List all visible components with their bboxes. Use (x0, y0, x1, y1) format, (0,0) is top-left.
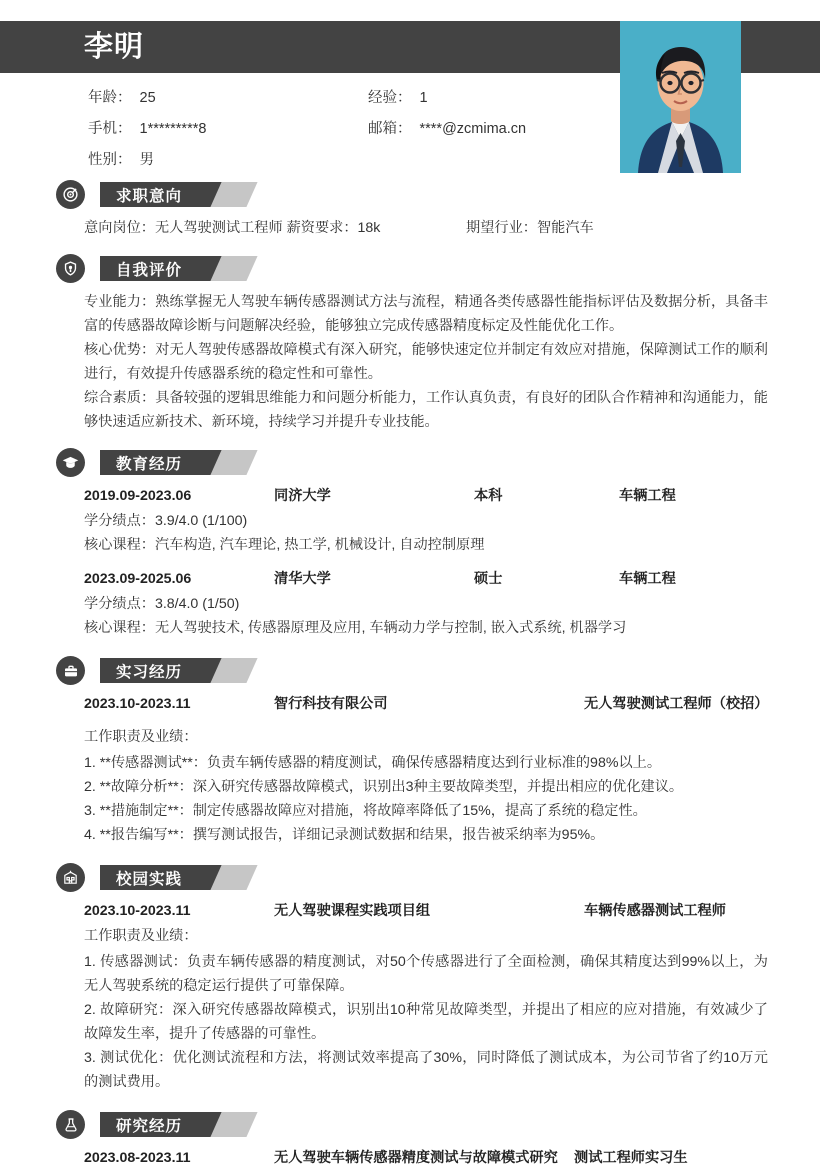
internship-date: 2023.10-2023.11 (84, 696, 191, 712)
practice-org: 无人驾驶课程实践项目组 (274, 903, 431, 919)
internship-company: 智行科技有限公司 (274, 696, 388, 712)
education-entry (84, 567, 768, 640)
practice-entry-header (84, 899, 768, 923)
internship-duties-heading: 工作职责及业绩： (84, 729, 198, 745)
education-school: 同济大学 (274, 488, 331, 504)
section-job-intent (0, 180, 820, 240)
research-entry (84, 1146, 768, 1170)
section-title: 求职意向 (116, 187, 183, 205)
contact-phone (88, 119, 368, 139)
portrait-photo-icon (620, 21, 741, 173)
contact-phone-value: 1*********8 (139, 121, 207, 137)
section-research (0, 1110, 820, 1170)
flask-icon (56, 1110, 85, 1139)
briefcase-icon (56, 656, 85, 685)
education-entry-header (84, 484, 768, 508)
section-internship (0, 656, 820, 847)
research-entry-header (84, 1146, 768, 1170)
section-body (84, 290, 768, 434)
education-degree: 本科 (474, 488, 503, 504)
self-eval-paragraph: 核心优势：对无人驾驶传感器故障模式有深入研究，能够快速定位并制定有效应对措施，保障测试工作的顺利进行，有效提升传感器系统的稳定性和可靠性。 (84, 342, 768, 382)
practice-duties-heading: 工作职责及业绩： (84, 928, 198, 944)
section-header (56, 180, 820, 210)
practice-role: 车辆传感器测试工程师 (584, 903, 726, 919)
internship-bullets (84, 751, 768, 847)
self-eval-paragraph: 综合素质：具备较强的逻辑思维能力和问题分析能力，工作认真负责，有良好的团队合作精神和沟通能力，能够快速适应新技术、新环境，持续学习并提升专业技能。 (84, 390, 768, 430)
section-header (56, 1110, 820, 1140)
internship-entry-header (84, 692, 768, 716)
research-topic: 无人驾驶车辆传感器精度测试与故障模式研究 (274, 1150, 558, 1166)
education-courses: 核心课程：汽车构造, 汽车理论, 热工学, 机械设计, 自动控制原理 (84, 537, 485, 553)
section-title: 研究经历 (116, 1117, 183, 1135)
practice-bullet: 3. 测试优化：优化测试流程和方法，将测试效率提高了30%，同时降低了测试成本，为公司节省了约10万元的测试费用。 (84, 1050, 768, 1090)
contact-experience (368, 88, 598, 108)
school-building-icon (56, 863, 85, 892)
education-courses: 核心课程：无人驾驶技术, 传感器原理及应用, 车辆动力学与控制, 嵌入式系统, 机器学习 (84, 620, 627, 636)
avatar (620, 21, 741, 173)
contact-gender-label: 性别： (88, 152, 132, 168)
contact-row (88, 119, 598, 150)
section-header (56, 254, 820, 284)
internship-bullet: 3. **措施制定**：制定传感器故障应对措施，将故障率降低了15%，提高了系统的稳定性。 (84, 803, 647, 819)
contact-phone-label: 手机： (88, 121, 132, 137)
internship-bullet: 1. **传感器测试**：负责车辆传感器的精度测试，确保传感器精度达到行业标准的98%以上。 (84, 755, 662, 771)
section-body (84, 899, 768, 1094)
section-header (56, 863, 820, 893)
practice-bullets (84, 950, 768, 1094)
contact-experience-label: 经验： (368, 90, 412, 106)
education-date: 2019.09-2023.06 (84, 488, 192, 504)
contact-info-block (88, 88, 598, 181)
education-major: 车辆工程 (619, 488, 676, 504)
contact-row (88, 88, 598, 119)
internship-bullet: 4. **报告编写**：撰写测试报告，详细记录测试数据和结果，报告被采纳率为95%。 (84, 827, 605, 843)
contact-gender (88, 150, 368, 170)
education-degree: 硕士 (474, 571, 503, 587)
section-header (56, 448, 820, 478)
section-body (84, 216, 768, 240)
education-entry (84, 484, 768, 557)
graduation-cap-icon (56, 448, 85, 477)
education-entry-header (84, 567, 768, 591)
internship-entry (84, 692, 768, 847)
section-title: 自我评价 (116, 261, 183, 279)
practice-date: 2023.10-2023.11 (84, 903, 191, 919)
section-title: 校园实践 (116, 870, 183, 888)
badge-person-icon (56, 254, 85, 283)
contact-age-value: 25 (139, 90, 156, 106)
candidate-name: 李明 (84, 31, 145, 63)
practice-bullet: 2. 故障研究：深入研究传感器故障模式，识别出10种常见故障类型，并提出了相应的应对措施，有效减少了故障发生率，提升了传感器的可靠性。 (84, 1002, 768, 1042)
internship-role: 无人驾驶测试工程师（校招） (584, 696, 769, 712)
intent-position-salary: 意向岗位：无人驾驶测试工程师 薪资要求：18k (84, 220, 381, 236)
contact-age-label: 年龄： (88, 90, 132, 106)
education-major: 车辆工程 (619, 571, 676, 587)
research-role: 测试工程师实习生 (574, 1150, 688, 1166)
section-body (84, 692, 768, 847)
education-school: 清华大学 (274, 571, 331, 587)
education-gpa: 学分绩点：3.8/4.0 (1/50) (84, 596, 240, 612)
contact-row (88, 150, 598, 181)
section-campus-practice (0, 863, 820, 1094)
education-gpa: 学分绩点：3.9/4.0 (1/100) (84, 513, 248, 529)
contact-gender-value: 男 (139, 152, 154, 168)
research-date: 2023.08-2023.11 (84, 1150, 191, 1166)
self-eval-paragraph: 专业能力：熟练掌握无人驾驶车辆传感器测试方法与流程，精通各类传感器性能指标评估及数据分析，具备丰富的传感器故障诊断与问题解决经验，能够独立完成传感器精度标定及性能优化工作。 (84, 294, 768, 334)
contact-experience-value: 1 (419, 90, 428, 106)
contact-age (88, 88, 368, 108)
section-header (56, 656, 820, 686)
section-body (84, 1146, 768, 1170)
section-self-evaluation (0, 254, 820, 434)
contact-email-label: 邮箱： (368, 121, 412, 137)
section-title: 实习经历 (116, 663, 183, 681)
resume-header (0, 0, 820, 180)
contact-email-value: ****@zcmima.cn (419, 121, 527, 137)
section-title: 教育经历 (116, 455, 183, 473)
internship-bullet: 2. **故障分析**：深入研究传感器故障模式，识别出3种主要故障类型，并提出相应的优化建议。 (84, 779, 684, 795)
target-icon (56, 180, 85, 209)
education-date: 2023.09-2025.06 (84, 571, 192, 587)
section-education (0, 448, 820, 640)
practice-entry (84, 899, 768, 1094)
intent-industry: 期望行业：智能汽车 (466, 220, 594, 236)
section-body (84, 484, 768, 640)
practice-bullet: 1. 传感器测试：负责车辆传感器的精度测试，对50个传感器进行了全面检测，确保其精度达到99%以上，为无人驾驶系统的稳定运行提供了可靠保障。 (84, 954, 768, 994)
contact-email (368, 119, 598, 139)
